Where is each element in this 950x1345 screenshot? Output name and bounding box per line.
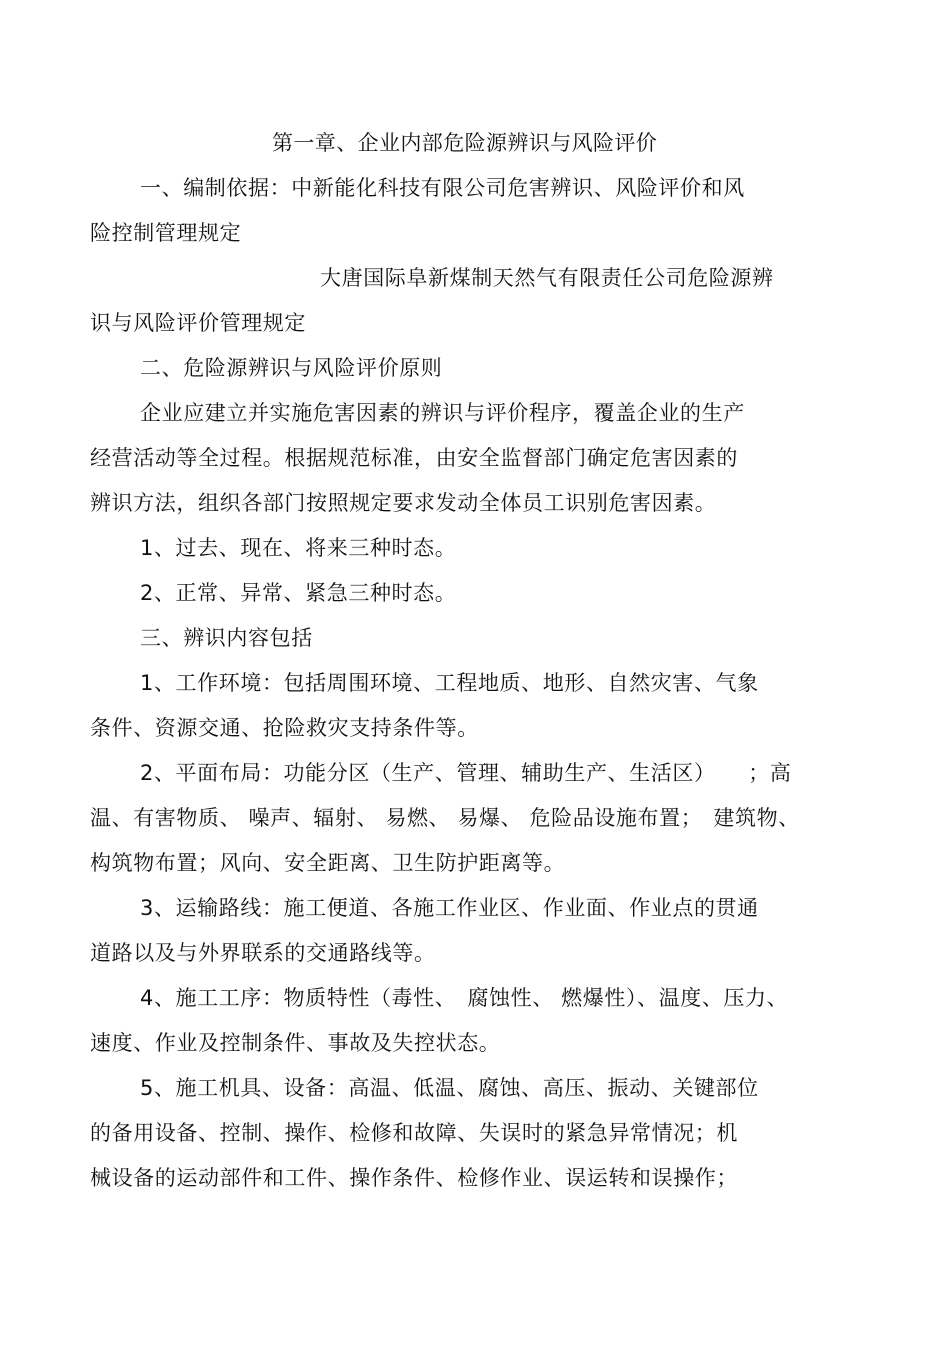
list-item: 5、施工机具、设备：高温、低温、腐蚀、高压、振动、关键部位	[140, 1076, 759, 1100]
paragraph-line: 企业应建立并实施危害因素的辨识与评价程序，覆盖企业的生产	[140, 401, 745, 425]
list-item: 2、正常、异常、紧急三种时态。	[140, 581, 457, 605]
paragraph-line: 道路以及与外界联系的交通路线等。	[90, 941, 436, 965]
paragraph-line: 经营活动等全过程。根据规范标准，由安全监督部门确定危害因素的	[90, 446, 738, 470]
paragraph-line: 险控制管理规定	[90, 221, 242, 245]
list-item: 3、运输路线：施工便道、各施工作业区、作业面、作业点的贯通	[140, 896, 759, 920]
paragraph-line: 识与风险评价管理规定	[90, 311, 306, 335]
paragraph-line: 构筑物布置；风向、安全距离、卫生防护距离等。	[90, 851, 566, 875]
paragraph-line: 条件、资源交通、抢险救灾支持条件等。	[90, 716, 479, 740]
section-heading: 二、危险源辨识与风险评价原则	[140, 356, 443, 380]
chapter-title: 第一章、企业内部危险源辨识与风险评价	[272, 131, 658, 155]
list-item: 1、工作环境：包括周围环境、工程地质、地形、自然灾害、气象	[140, 671, 759, 695]
paragraph-line: 温、有害物质、 噪声、辐射、 易燃、 易爆、 危险品设施布置； 建筑物、	[90, 806, 800, 830]
paragraph-line: 速度、作业及控制条件、事故及失控状态。	[90, 1031, 501, 1055]
paragraph-line: 械设备的运动部件和工件、操作条件、检修作业、误运转和误操作；	[90, 1166, 738, 1190]
list-item: 1、过去、现在、将来三种时态。	[140, 536, 457, 560]
list-item: 2、平面布局：功能分区（生产、管理、辅助生产、生活区） ；高	[140, 761, 792, 785]
paragraph-line: 大唐国际阜新煤制天然气有限责任公司危险源辨	[320, 266, 774, 290]
paragraph-line: 一、编制依据：中新能化科技有限公司危害辨识、风险评价和风	[140, 176, 745, 200]
list-item: 4、施工工序：物质特性（毒性、 腐蚀性、 燃爆性）、温度、压力、	[140, 986, 789, 1010]
paragraph-line: 辨识方法，组织各部门按照规定要求发动全体员工识别危害因素。	[90, 491, 717, 515]
section-heading: 三、辨识内容包括	[140, 626, 313, 650]
paragraph-line: 的备用设备、控制、操作、检修和故障、失误时的紧急异常情况；机	[90, 1121, 738, 1145]
